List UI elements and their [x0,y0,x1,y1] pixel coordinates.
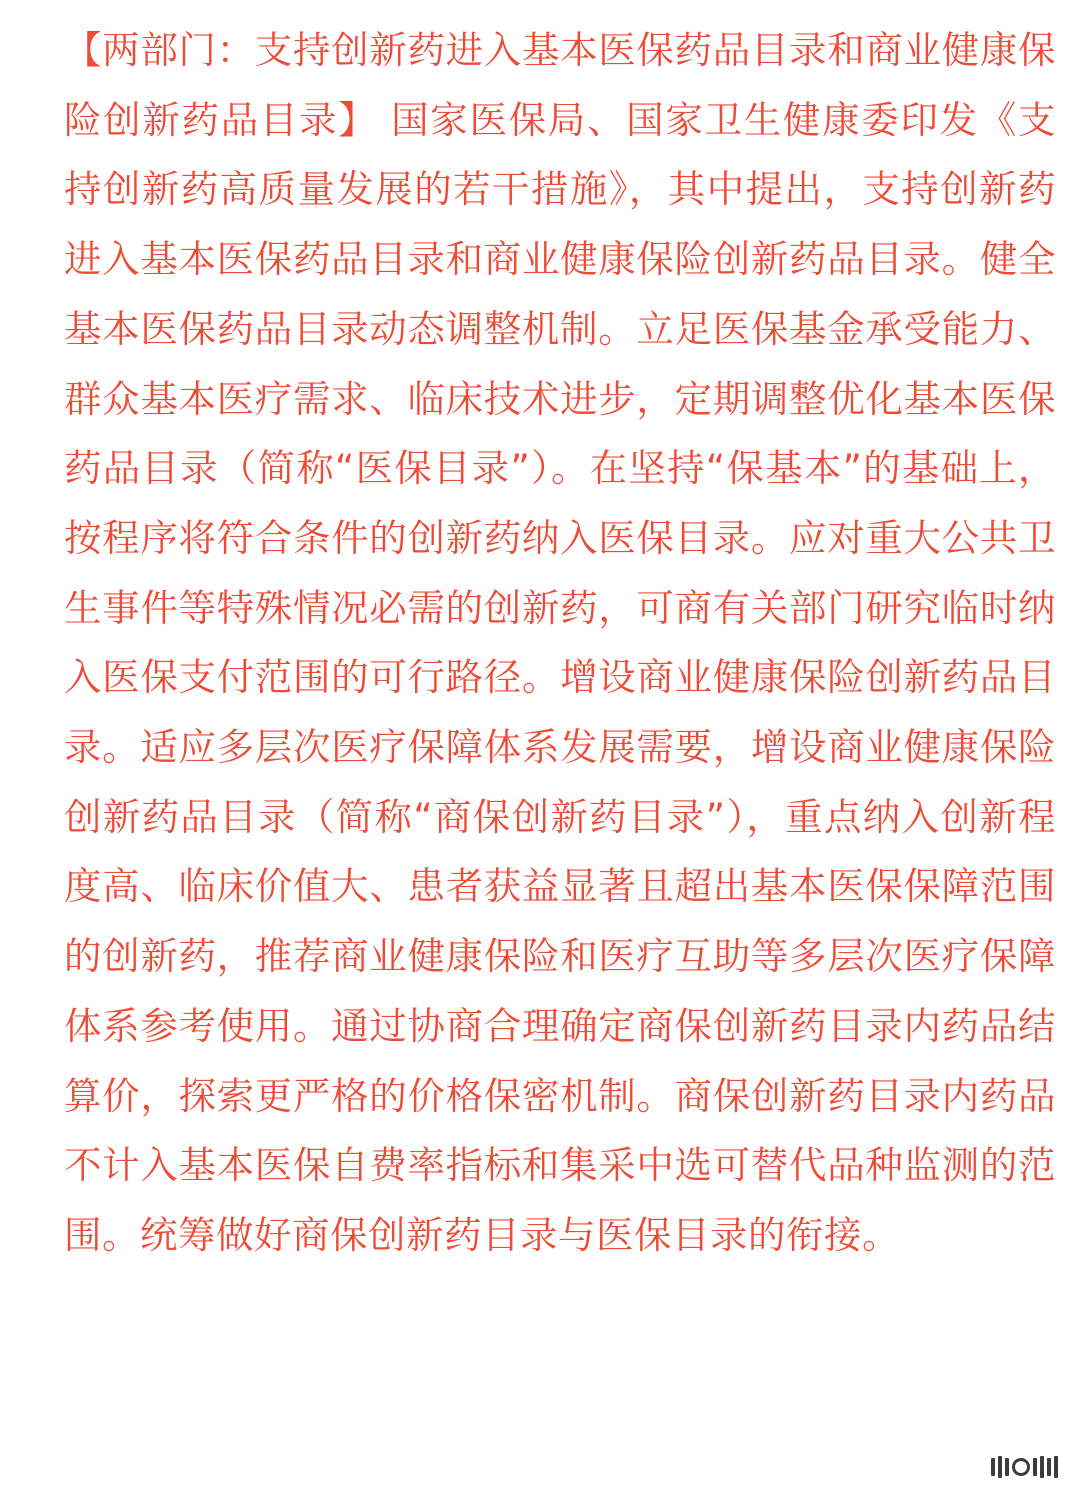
article-headline: 【两部门：支持创新药进入基本医保药品目录和商业健康保险创新药品目录】 [64,28,1056,142]
article-text: 国家医保局、国家卫生健康委印发《支持创新药高质量发展的若干措施》，其中提出，支持创新药进入基本医保药品目录和商业健康保险创新药品目录。健全基本医保药品目录动态调整机制。立足医保基金承受能力、群众基本医疗需求、临床技术进步，定期调整优化基本医保药品目录（简称“医保目录”）。在坚持“保基本”的基础上，按程序将符合条件的创新药纳入医保目录。应对重大公共卫生事件等特殊情况必需的创新药，可商有关部门研究临时纳入医保支付范围的可行路径。增设商业健康保险创新药品目录。适应多层次医疗保障体系发展需要，增设商业健康保险创新药品目录（简称“商保创新药目录”），重点纳入创新程度高、临床价值大、患者获益显著且超出基本医保保障范围的创新药，推荐商业健康保险和医疗互助等多层次医疗保障体系参考使用。通过协商合理确定商保创新药目录内药品结算价，探索更严格的价格保密机制。商保创新药目录内药品不计入基本医保自费率指标和集采中选可替代品种监测的范围。统筹做好商保创新药目录与医保目录的衔接。 [64,97,1057,1257]
watermark [991,1456,1058,1478]
watermark-logo-icon [991,1456,1058,1478]
article-body [64,16,1056,1271]
